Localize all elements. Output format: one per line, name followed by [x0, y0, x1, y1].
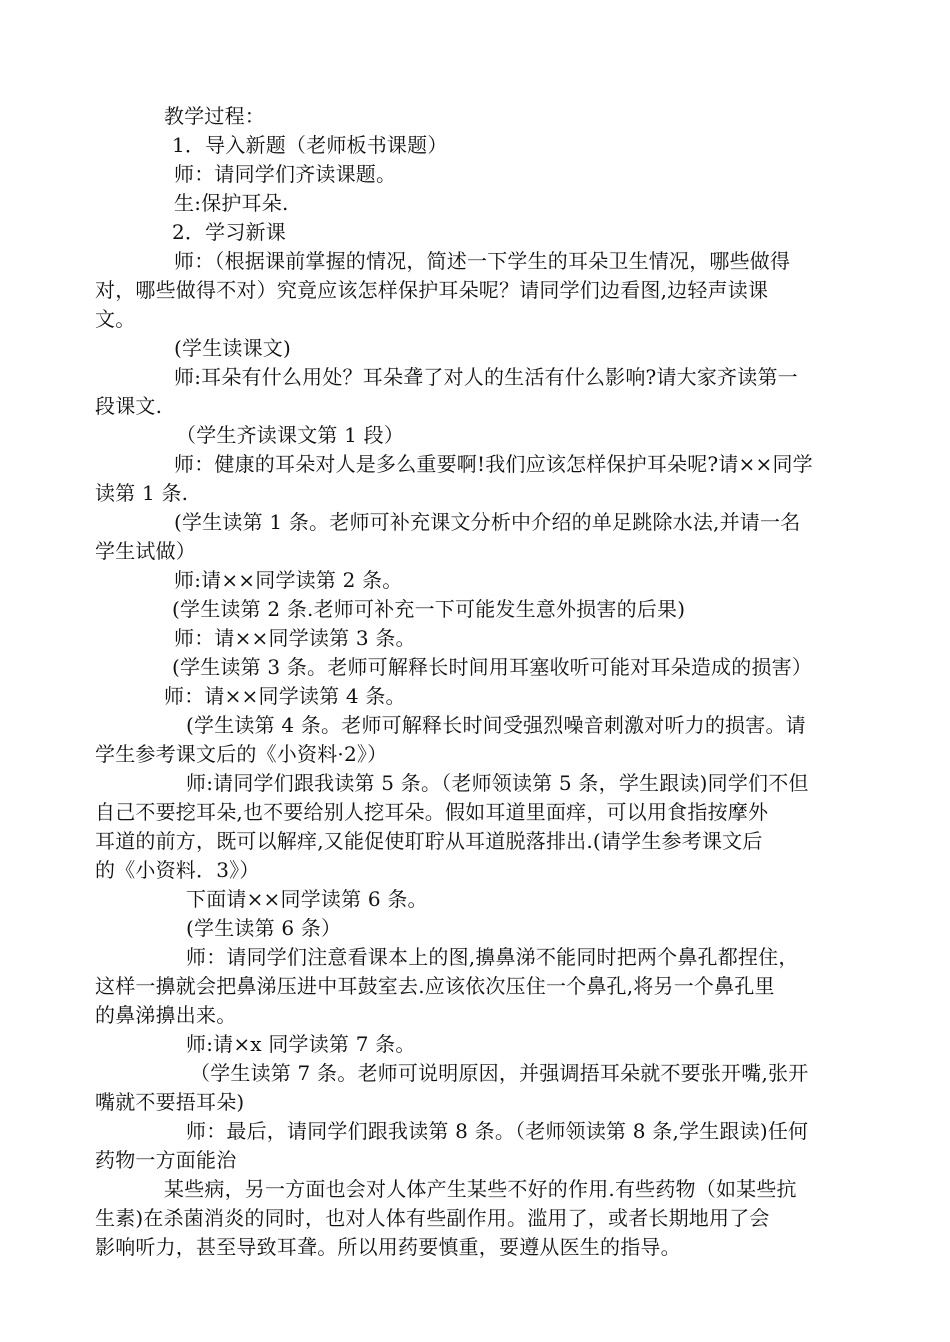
text-line: 师：请××同学读第 4 条。 — [164, 684, 406, 708]
text-line: (学生读课文) — [174, 336, 292, 360]
text-line: 下面请××同学读第 6 条。 — [186, 887, 428, 911]
text-line: 学生参考课文后的《小资料·2》） — [95, 742, 388, 766]
text-line: 文。 — [95, 307, 136, 331]
text-line: (学生读第 1 条。老师可补充课文分析中介绍的单足跳除水法,并请一名 — [174, 510, 801, 534]
text-line: (学生读第 3 条。老师可解释长时间用耳塞收听可能对耳朵造成的损害） — [172, 655, 813, 679]
text-line: (学生读第 2 条.老师可补充一下可能发生意外损害的后果) — [172, 597, 686, 621]
text-line: (学生读第 6 条） — [186, 916, 342, 940]
text-line: 的《小资料．3》） — [95, 858, 260, 882]
text-line: 师:请同学们跟我读第 5 条。（老师领读第 5 条，学生跟读)同学们不但 — [186, 771, 809, 795]
text-line: 师：（根据课前掌握的情况，简述一下学生的耳朵卫生情况，哪些做得 — [174, 249, 791, 273]
text-line: 某些病，另一方面也会对人体产生某些不好的作用.有些药物（如某些抗 — [164, 1177, 797, 1201]
section-2-title: 2．学习新课 — [172, 220, 286, 244]
section-1-title: 1．导入新题（老师板书课题） — [172, 133, 448, 157]
text-line: 影响听力，甚至导致耳聋。所以用药要慎重，要遵从医生的指导。 — [95, 1235, 681, 1259]
text-line: (学生读第 4 条。老师可解释长时间受强烈噪音刺激对听力的损害。请 — [186, 713, 806, 737]
text-line: 师：请同学们齐读课题。 — [174, 162, 397, 186]
text-line: 师:请××同学读第 2 条。 — [174, 568, 403, 592]
text-line: 读第 1 条. — [95, 481, 189, 505]
text-line: （学生齐读课文第 1 段） — [176, 423, 405, 447]
text-line: 的鼻涕擤出来。 — [95, 1003, 237, 1027]
text-line: 师：请同学们注意看课本上的图,擤鼻涕不能同时把两个鼻孔都捏住， — [186, 945, 799, 969]
heading-teaching-process: 教学过程： — [164, 104, 265, 128]
text-line: 段课文. — [95, 394, 163, 418]
text-line: （学生读第 7 条。老师可说明原因，并强调捂耳朵就不要张开嘴,张开 — [190, 1061, 809, 1085]
text-line: 师:耳朵有什么用处？耳朵聋了对人的生活有什么影响?请大家齐读第一 — [174, 365, 798, 389]
text-line: 耳道的前方，既可以解痒,又能促使耵聍从耳道脱落排出.(请学生参考课文后 — [95, 829, 763, 853]
text-line: 师：健康的耳朵对人是多么重要啊!我们应该怎样保护耳朵呢?请××同学 — [174, 452, 813, 476]
text-line: 师：请××同学读第 3 条。 — [174, 626, 416, 650]
text-line: 药物一方面能治 — [95, 1148, 237, 1172]
text-line: 这样一擤就会把鼻涕压进中耳鼓室去.应该依次压住一个鼻孔,将另一个鼻孔里 — [95, 974, 775, 998]
text-line: 嘴就不要捂耳朵) — [95, 1090, 245, 1114]
text-line: 生素)在杀菌消炎的同时，也对人体有些副作用。滥用了，或者长期地用了会 — [95, 1206, 770, 1230]
text-line: 对，哪些做得不对）究竟应该怎样保护耳朵呢？请同学们边看图,边轻声读课 — [95, 278, 769, 302]
text-line: 学生试做） — [95, 539, 196, 563]
text-line: 师：最后，请同学们跟我读第 8 条。（老师领读第 8 条,学生跟读)任何 — [186, 1119, 809, 1143]
text-line: 生:保护耳朵. — [174, 191, 289, 215]
text-line: 自己不要挖耳朵,也不要给别人挖耳朵。假如耳道里面痒，可以用食指按摩外 — [95, 800, 769, 824]
text-line: 师:请×x 同学读第 7 条。 — [186, 1032, 416, 1056]
